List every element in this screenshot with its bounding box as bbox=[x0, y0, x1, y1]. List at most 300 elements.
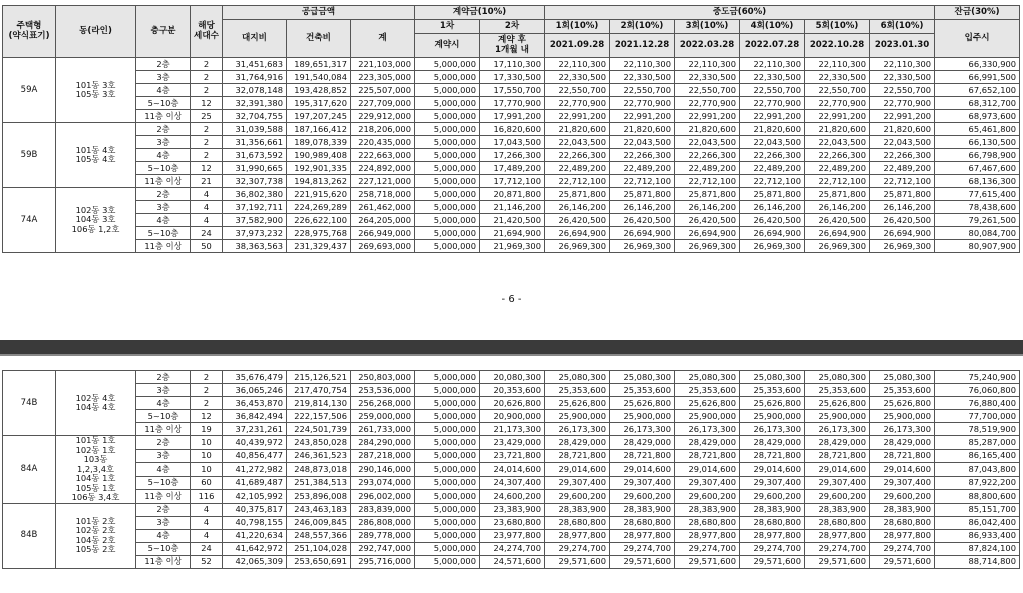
deposit-1-cell: 5,000,000 bbox=[415, 410, 480, 423]
deposit-1-cell: 5,000,000 bbox=[415, 476, 480, 490]
balance-cell: 66,991,500 bbox=[935, 71, 1020, 84]
interim-3-cell: 26,420,500 bbox=[675, 214, 740, 227]
land-cost-cell: 41,272,982 bbox=[223, 463, 287, 477]
interim-2-cell: 26,694,900 bbox=[610, 227, 675, 240]
units-cell: 19 bbox=[191, 423, 223, 436]
deposit-2-cell: 23,429,000 bbox=[480, 436, 545, 450]
unit-type-cell: 74B bbox=[3, 371, 56, 436]
balance-cell: 68,312,700 bbox=[935, 97, 1020, 110]
header-interim-5: 5회(10%) bbox=[805, 20, 870, 34]
total-price-cell: 259,000,000 bbox=[351, 410, 415, 423]
total-price-cell: 253,536,000 bbox=[351, 384, 415, 397]
building-cost-cell: 217,470,754 bbox=[287, 384, 351, 397]
table-row bbox=[3, 240, 1020, 253]
balance-cell: 85,151,700 bbox=[935, 503, 1020, 516]
interim-4-cell: 22,330,500 bbox=[740, 71, 805, 84]
balance-cell: 76,060,800 bbox=[935, 384, 1020, 397]
interim-1-cell: 26,420,500 bbox=[545, 214, 610, 227]
land-cost-cell: 36,453,870 bbox=[223, 397, 287, 410]
header-interim-date-5: 2022.10.28 bbox=[805, 34, 870, 58]
land-cost-cell: 41,689,487 bbox=[223, 476, 287, 490]
interim-3-cell: 22,712,100 bbox=[675, 175, 740, 188]
unit-type-cell: 84A bbox=[3, 436, 56, 504]
land-cost-cell: 36,842,494 bbox=[223, 410, 287, 423]
land-cost-cell: 37,231,261 bbox=[223, 423, 287, 436]
units-cell: 2 bbox=[191, 397, 223, 410]
interim-5-cell: 29,274,700 bbox=[805, 542, 870, 555]
floor-cell: 4층 bbox=[136, 529, 191, 542]
total-price-cell: 227,709,000 bbox=[351, 97, 415, 110]
interim-5-cell: 25,871,800 bbox=[805, 188, 870, 201]
deposit-2-cell: 16,820,600 bbox=[480, 123, 545, 136]
units-cell: 2 bbox=[191, 123, 223, 136]
interim-2-cell: 28,429,000 bbox=[610, 436, 675, 450]
interim-6-cell: 25,353,600 bbox=[870, 384, 935, 397]
balance-cell: 80,907,900 bbox=[935, 240, 1020, 253]
interim-4-cell: 22,489,200 bbox=[740, 162, 805, 175]
header-dong: 동(라인) bbox=[56, 6, 136, 58]
total-price-cell: 223,305,000 bbox=[351, 71, 415, 84]
dong-line: 105동 1호 bbox=[75, 482, 116, 493]
interim-4-cell: 28,977,800 bbox=[740, 529, 805, 542]
units-cell: 4 bbox=[191, 214, 223, 227]
dong-line: 105동 2호 bbox=[75, 544, 116, 554]
units-cell: 21 bbox=[191, 175, 223, 188]
balance-cell: 86,933,400 bbox=[935, 529, 1020, 542]
units-cell: 12 bbox=[191, 97, 223, 110]
deposit-2-cell: 20,871,800 bbox=[480, 188, 545, 201]
building-cost-cell: 253,896,008 bbox=[287, 490, 351, 504]
floor-cell: 3층 bbox=[136, 201, 191, 214]
building-cost-cell: 248,873,018 bbox=[287, 463, 351, 477]
dong-line: 104동 2호 bbox=[75, 534, 116, 545]
interim-2-cell: 22,991,200 bbox=[610, 110, 675, 123]
dong-line: 106동 3,4호 bbox=[71, 492, 120, 502]
interim-4-cell: 26,969,300 bbox=[740, 240, 805, 253]
land-cost-cell: 31,039,588 bbox=[223, 123, 287, 136]
deposit-1-cell: 5,000,000 bbox=[415, 123, 480, 136]
interim-5-cell: 26,173,300 bbox=[805, 423, 870, 436]
units-cell: 10 bbox=[191, 463, 223, 477]
interim-5-cell: 26,969,300 bbox=[805, 240, 870, 253]
dong-line: 101동 2호 bbox=[75, 515, 116, 526]
interim-4-cell: 28,680,800 bbox=[740, 516, 805, 529]
interim-5-cell: 22,110,300 bbox=[805, 58, 870, 71]
interim-1-cell: 22,043,500 bbox=[545, 136, 610, 149]
interim-2-cell: 25,080,300 bbox=[610, 371, 675, 384]
total-price-cell: 284,290,000 bbox=[351, 436, 415, 450]
interim-2-cell: 25,871,800 bbox=[610, 188, 675, 201]
table-row bbox=[3, 110, 1020, 123]
interim-1-cell: 29,571,600 bbox=[545, 555, 610, 568]
interim-2-cell: 29,600,200 bbox=[610, 490, 675, 504]
interim-5-cell: 28,383,900 bbox=[805, 503, 870, 516]
dong-line: 101동 3호 bbox=[75, 79, 116, 90]
floor-cell: 5~10층 bbox=[136, 476, 191, 490]
building-cost-cell: 251,384,513 bbox=[287, 476, 351, 490]
interim-4-cell: 29,600,200 bbox=[740, 490, 805, 504]
interim-4-cell: 21,820,600 bbox=[740, 123, 805, 136]
balance-cell: 68,136,300 bbox=[935, 175, 1020, 188]
land-cost-cell: 31,356,661 bbox=[223, 136, 287, 149]
header-deposit-1: 1차 bbox=[415, 20, 480, 34]
land-cost-cell: 37,973,232 bbox=[223, 227, 287, 240]
deposit-1-cell: 5,000,000 bbox=[415, 97, 480, 110]
deposit-1-cell: 5,000,000 bbox=[415, 240, 480, 253]
interim-3-cell: 26,146,200 bbox=[675, 201, 740, 214]
interim-3-cell: 25,080,300 bbox=[675, 371, 740, 384]
interim-6-cell: 26,146,200 bbox=[870, 201, 935, 214]
deposit-2-cell: 24,274,700 bbox=[480, 542, 545, 555]
land-cost-cell: 40,375,817 bbox=[223, 503, 287, 516]
interim-2-cell: 25,626,800 bbox=[610, 397, 675, 410]
header-deposit-2-when: 계약 후 1개월 내 bbox=[480, 34, 545, 58]
deposit-1-cell: 5,000,000 bbox=[415, 149, 480, 162]
land-cost-cell: 42,065,309 bbox=[223, 555, 287, 568]
interim-3-cell: 29,014,600 bbox=[675, 463, 740, 477]
deposit-1-cell: 5,000,000 bbox=[415, 371, 480, 384]
unit-type-cell: 59B bbox=[3, 123, 56, 188]
deposit-1-cell: 5,000,000 bbox=[415, 201, 480, 214]
header-deposit-2: 2차 bbox=[480, 20, 545, 34]
floor-cell: 11층 이상 bbox=[136, 240, 191, 253]
dong-line: 101동 1호 bbox=[75, 435, 116, 445]
header-interim-2: 2회(10%) bbox=[610, 20, 675, 34]
deposit-2-cell: 17,991,200 bbox=[480, 110, 545, 123]
interim-2-cell: 28,680,800 bbox=[610, 516, 675, 529]
land-cost-cell: 36,802,380 bbox=[223, 188, 287, 201]
interim-1-cell: 25,900,000 bbox=[545, 410, 610, 423]
interim-4-cell: 25,626,800 bbox=[740, 397, 805, 410]
interim-2-cell: 28,721,800 bbox=[610, 449, 675, 463]
interim-5-cell: 22,043,500 bbox=[805, 136, 870, 149]
building-cost-cell: 197,207,245 bbox=[287, 110, 351, 123]
interim-2-cell: 29,014,600 bbox=[610, 463, 675, 477]
units-cell: 4 bbox=[191, 201, 223, 214]
table-row bbox=[3, 397, 1020, 410]
deposit-2-cell: 20,353,600 bbox=[480, 384, 545, 397]
interim-1-cell: 28,721,800 bbox=[545, 449, 610, 463]
balance-cell: 78,519,900 bbox=[935, 423, 1020, 436]
dong-line-cell bbox=[56, 436, 136, 504]
interim-6-cell: 26,694,900 bbox=[870, 227, 935, 240]
deposit-2-cell: 21,420,500 bbox=[480, 214, 545, 227]
floor-cell: 4층 bbox=[136, 149, 191, 162]
table-row bbox=[3, 529, 1020, 542]
table-row bbox=[3, 423, 1020, 436]
building-cost-cell: 224,501,739 bbox=[287, 423, 351, 436]
interim-5-cell: 21,820,600 bbox=[805, 123, 870, 136]
interim-3-cell: 22,110,300 bbox=[675, 58, 740, 71]
interim-4-cell: 26,420,500 bbox=[740, 214, 805, 227]
interim-2-cell: 26,173,300 bbox=[610, 423, 675, 436]
balance-cell: 85,287,000 bbox=[935, 436, 1020, 450]
floor-cell: 3층 bbox=[136, 136, 191, 149]
deposit-1-cell: 5,000,000 bbox=[415, 463, 480, 477]
total-price-cell: 289,778,000 bbox=[351, 529, 415, 542]
header-interim-date-2: 2021.12.28 bbox=[610, 34, 675, 58]
header-interim-3: 3회(10%) bbox=[675, 20, 740, 34]
table-row bbox=[3, 227, 1020, 240]
building-cost-cell: 189,078,339 bbox=[287, 136, 351, 149]
units-cell: 116 bbox=[191, 490, 223, 504]
interim-4-cell: 22,991,200 bbox=[740, 110, 805, 123]
balance-cell: 86,042,400 bbox=[935, 516, 1020, 529]
interim-5-cell: 26,146,200 bbox=[805, 201, 870, 214]
interim-1-cell: 28,680,800 bbox=[545, 516, 610, 529]
dong-line: 102동 1호 bbox=[75, 444, 116, 455]
floor-cell: 11층 이상 bbox=[136, 110, 191, 123]
deposit-2-cell: 17,489,200 bbox=[480, 162, 545, 175]
table-row bbox=[3, 71, 1020, 84]
floor-cell: 4층 bbox=[136, 463, 191, 477]
building-cost-cell: 224,269,289 bbox=[287, 201, 351, 214]
deposit-1-cell: 5,000,000 bbox=[415, 397, 480, 410]
interim-1-cell: 29,274,700 bbox=[545, 542, 610, 555]
deposit-1-cell: 5,000,000 bbox=[415, 84, 480, 97]
interim-5-cell: 25,900,000 bbox=[805, 410, 870, 423]
interim-2-cell: 25,900,000 bbox=[610, 410, 675, 423]
interim-3-cell: 25,626,800 bbox=[675, 397, 740, 410]
interim-1-cell: 29,600,200 bbox=[545, 490, 610, 504]
table-row bbox=[3, 97, 1020, 110]
land-cost-cell: 31,673,592 bbox=[223, 149, 287, 162]
interim-4-cell: 22,770,900 bbox=[740, 97, 805, 110]
interim-6-cell: 25,080,300 bbox=[870, 371, 935, 384]
interim-4-cell: 29,014,600 bbox=[740, 463, 805, 477]
table-row bbox=[3, 123, 1020, 136]
interim-3-cell: 22,991,200 bbox=[675, 110, 740, 123]
interim-1-cell: 21,820,600 bbox=[545, 123, 610, 136]
balance-cell: 66,130,500 bbox=[935, 136, 1020, 149]
balance-cell: 77,615,400 bbox=[935, 188, 1020, 201]
interim-6-cell: 26,969,300 bbox=[870, 240, 935, 253]
balance-cell: 66,330,900 bbox=[935, 58, 1020, 71]
land-cost-cell: 41,642,972 bbox=[223, 542, 287, 555]
interim-2-cell: 21,820,600 bbox=[610, 123, 675, 136]
interim-3-cell: 25,900,000 bbox=[675, 410, 740, 423]
interim-6-cell: 22,489,200 bbox=[870, 162, 935, 175]
interim-1-cell: 25,353,600 bbox=[545, 384, 610, 397]
interim-6-cell: 28,977,800 bbox=[870, 529, 935, 542]
land-cost-cell: 32,307,738 bbox=[223, 175, 287, 188]
dong-line: 104동 3호 bbox=[75, 214, 116, 225]
deposit-2-cell: 17,330,500 bbox=[480, 71, 545, 84]
building-cost-cell: 222,157,506 bbox=[287, 410, 351, 423]
deposit-1-cell: 5,000,000 bbox=[415, 110, 480, 123]
building-cost-cell: 228,975,768 bbox=[287, 227, 351, 240]
building-cost-cell: 190,989,408 bbox=[287, 149, 351, 162]
interim-2-cell: 22,550,700 bbox=[610, 84, 675, 97]
deposit-2-cell: 21,694,900 bbox=[480, 227, 545, 240]
interim-5-cell: 28,977,800 bbox=[805, 529, 870, 542]
interim-5-cell: 22,770,900 bbox=[805, 97, 870, 110]
table-row bbox=[3, 371, 1020, 384]
balance-cell: 78,438,600 bbox=[935, 201, 1020, 214]
floor-cell: 3층 bbox=[136, 449, 191, 463]
table-row bbox=[3, 449, 1020, 463]
deposit-1-cell: 5,000,000 bbox=[415, 188, 480, 201]
building-cost-cell: 189,651,317 bbox=[287, 58, 351, 71]
header-interim-date-3: 2022.03.28 bbox=[675, 34, 740, 58]
interim-2-cell: 26,146,200 bbox=[610, 201, 675, 214]
header-units: 해당 세대수 bbox=[191, 6, 223, 58]
table-row bbox=[3, 149, 1020, 162]
deposit-1-cell: 5,000,000 bbox=[415, 503, 480, 516]
units-cell: 24 bbox=[191, 542, 223, 555]
interim-3-cell: 22,550,700 bbox=[675, 84, 740, 97]
deposit-1-cell: 5,000,000 bbox=[415, 529, 480, 542]
price-table-page7 bbox=[2, 370, 1020, 569]
interim-2-cell: 26,969,300 bbox=[610, 240, 675, 253]
interim-4-cell: 28,721,800 bbox=[740, 449, 805, 463]
header-interim-date-1: 2021.09.28 bbox=[545, 34, 610, 58]
interim-5-cell: 22,266,300 bbox=[805, 149, 870, 162]
balance-cell: 76,880,400 bbox=[935, 397, 1020, 410]
deposit-2-cell: 23,977,800 bbox=[480, 529, 545, 542]
deposit-2-cell: 20,080,300 bbox=[480, 371, 545, 384]
land-cost-cell: 31,451,683 bbox=[223, 58, 287, 71]
header-interim-6: 6회(10%) bbox=[870, 20, 935, 34]
balance-cell: 77,700,000 bbox=[935, 410, 1020, 423]
deposit-2-cell: 20,900,000 bbox=[480, 410, 545, 423]
land-cost-cell: 31,990,665 bbox=[223, 162, 287, 175]
building-cost-cell: 231,329,437 bbox=[287, 240, 351, 253]
table-row bbox=[3, 476, 1020, 490]
dong-line: 102동 2호 bbox=[75, 525, 116, 535]
deposit-2-cell: 17,550,700 bbox=[480, 84, 545, 97]
total-price-cell: 224,892,000 bbox=[351, 162, 415, 175]
interim-3-cell: 28,383,900 bbox=[675, 503, 740, 516]
land-cost-cell: 37,582,900 bbox=[223, 214, 287, 227]
interim-5-cell: 26,420,500 bbox=[805, 214, 870, 227]
interim-5-cell: 22,330,500 bbox=[805, 71, 870, 84]
land-cost-cell: 40,798,155 bbox=[223, 516, 287, 529]
total-price-cell: 218,206,000 bbox=[351, 123, 415, 136]
floor-cell: 3층 bbox=[136, 71, 191, 84]
interim-3-cell: 29,307,400 bbox=[675, 476, 740, 490]
balance-cell: 80,084,700 bbox=[935, 227, 1020, 240]
header-interim: 중도금(60%) bbox=[545, 6, 935, 20]
interim-6-cell: 29,014,600 bbox=[870, 463, 935, 477]
total-price-cell: 229,912,000 bbox=[351, 110, 415, 123]
interim-2-cell: 25,353,600 bbox=[610, 384, 675, 397]
dong-line: 103동 bbox=[83, 454, 108, 464]
interim-2-cell: 22,266,300 bbox=[610, 149, 675, 162]
units-cell: 4 bbox=[191, 188, 223, 201]
header-move-in: 입주시 bbox=[935, 20, 1020, 58]
header-unit-type: 주택형 (약식표기) bbox=[3, 6, 56, 58]
units-cell: 50 bbox=[191, 240, 223, 253]
units-cell: 2 bbox=[191, 84, 223, 97]
balance-cell: 67,652,100 bbox=[935, 84, 1020, 97]
table-row bbox=[3, 214, 1020, 227]
deposit-2-cell: 23,383,900 bbox=[480, 503, 545, 516]
floor-cell: 4층 bbox=[136, 84, 191, 97]
interim-6-cell: 22,043,500 bbox=[870, 136, 935, 149]
dong-line: 101동 4호 bbox=[75, 144, 116, 155]
interim-4-cell: 22,550,700 bbox=[740, 84, 805, 97]
balance-cell: 87,043,800 bbox=[935, 463, 1020, 477]
deposit-1-cell: 5,000,000 bbox=[415, 490, 480, 504]
interim-3-cell: 22,489,200 bbox=[675, 162, 740, 175]
interim-6-cell: 25,871,800 bbox=[870, 188, 935, 201]
interim-1-cell: 26,146,200 bbox=[545, 201, 610, 214]
interim-6-cell: 22,110,300 bbox=[870, 58, 935, 71]
floor-cell: 3층 bbox=[136, 384, 191, 397]
interim-6-cell: 29,274,700 bbox=[870, 542, 935, 555]
interim-3-cell: 28,429,000 bbox=[675, 436, 740, 450]
floor-cell: 5~10층 bbox=[136, 542, 191, 555]
interim-2-cell: 22,712,100 bbox=[610, 175, 675, 188]
interim-5-cell: 28,429,000 bbox=[805, 436, 870, 450]
balance-cell: 79,261,500 bbox=[935, 214, 1020, 227]
total-price-cell: 222,663,000 bbox=[351, 149, 415, 162]
interim-5-cell: 25,626,800 bbox=[805, 397, 870, 410]
floor-cell: 11층 이상 bbox=[136, 555, 191, 568]
balance-cell: 65,461,800 bbox=[935, 123, 1020, 136]
building-cost-cell: 187,166,412 bbox=[287, 123, 351, 136]
table-row bbox=[3, 436, 1020, 450]
interim-1-cell: 22,330,500 bbox=[545, 71, 610, 84]
floor-cell: 5~10층 bbox=[136, 227, 191, 240]
deposit-1-cell: 5,000,000 bbox=[415, 214, 480, 227]
land-cost-cell: 37,192,711 bbox=[223, 201, 287, 214]
table-row bbox=[3, 384, 1020, 397]
interim-6-cell: 22,330,500 bbox=[870, 71, 935, 84]
dong-line: 102동 4호 bbox=[75, 392, 116, 403]
dong-line-cell bbox=[56, 58, 136, 123]
deposit-2-cell: 17,110,300 bbox=[480, 58, 545, 71]
interim-5-cell: 28,680,800 bbox=[805, 516, 870, 529]
interim-3-cell: 26,969,300 bbox=[675, 240, 740, 253]
dong-line-cell bbox=[56, 123, 136, 188]
table-row bbox=[3, 58, 1020, 71]
interim-5-cell: 29,014,600 bbox=[805, 463, 870, 477]
interim-4-cell: 22,110,300 bbox=[740, 58, 805, 71]
building-cost-cell: 246,361,523 bbox=[287, 449, 351, 463]
header-floor: 층구분 bbox=[136, 6, 191, 58]
interim-3-cell: 29,600,200 bbox=[675, 490, 740, 504]
balance-cell: 66,798,900 bbox=[935, 149, 1020, 162]
floor-cell: 11층 이상 bbox=[136, 175, 191, 188]
deposit-2-cell: 21,146,200 bbox=[480, 201, 545, 214]
interim-6-cell: 22,550,700 bbox=[870, 84, 935, 97]
unit-type-cell: 84B bbox=[3, 503, 56, 568]
interim-3-cell: 22,770,900 bbox=[675, 97, 740, 110]
deposit-1-cell: 5,000,000 bbox=[415, 71, 480, 84]
units-cell: 2 bbox=[191, 384, 223, 397]
units-cell: 12 bbox=[191, 410, 223, 423]
interim-1-cell: 28,977,800 bbox=[545, 529, 610, 542]
total-price-cell: 261,733,000 bbox=[351, 423, 415, 436]
interim-3-cell: 21,820,600 bbox=[675, 123, 740, 136]
interim-5-cell: 22,550,700 bbox=[805, 84, 870, 97]
interim-1-cell: 28,383,900 bbox=[545, 503, 610, 516]
interim-1-cell: 22,770,900 bbox=[545, 97, 610, 110]
units-cell: 4 bbox=[191, 529, 223, 542]
units-cell: 52 bbox=[191, 555, 223, 568]
interim-4-cell: 25,080,300 bbox=[740, 371, 805, 384]
balance-cell: 88,800,600 bbox=[935, 490, 1020, 504]
header-interim-date-4: 2022.07.28 bbox=[740, 34, 805, 58]
interim-1-cell: 22,110,300 bbox=[545, 58, 610, 71]
interim-1-cell: 22,712,100 bbox=[545, 175, 610, 188]
total-price-cell: 290,146,000 bbox=[351, 463, 415, 477]
interim-6-cell: 28,680,800 bbox=[870, 516, 935, 529]
deposit-1-cell: 5,000,000 bbox=[415, 136, 480, 149]
land-cost-cell: 41,220,634 bbox=[223, 529, 287, 542]
